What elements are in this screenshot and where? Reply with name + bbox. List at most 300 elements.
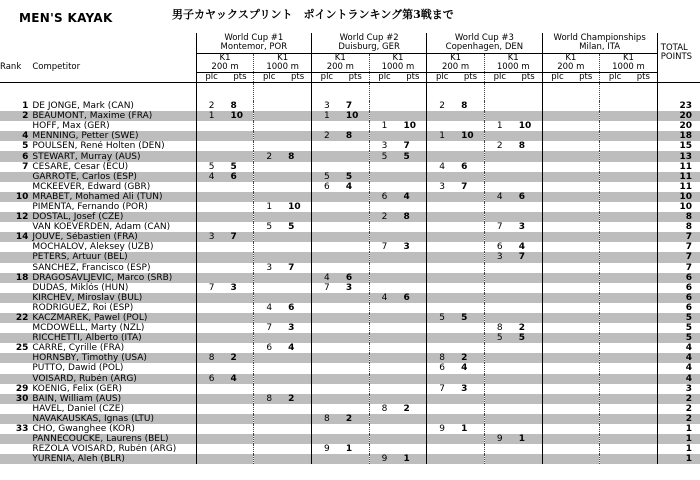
points-cell — [227, 242, 254, 252]
points-cell — [572, 363, 599, 373]
points-cell — [399, 434, 426, 444]
place-cell — [311, 141, 341, 151]
spacer-cell — [254, 83, 284, 102]
place-cell — [196, 434, 226, 444]
place-cell — [484, 454, 514, 464]
place-cell: 4 — [427, 162, 457, 172]
spacer-cell — [399, 83, 426, 102]
competitor-cell: MCKEEVER, Edward (GBR) — [32, 181, 151, 192]
points-cell — [515, 414, 542, 424]
place-cell — [600, 384, 630, 394]
table-row — [0, 283, 700, 293]
points-cell — [457, 323, 484, 333]
points-cell — [630, 212, 657, 222]
points-cell — [227, 202, 254, 212]
place-cell — [542, 162, 572, 172]
place-cell — [196, 273, 226, 283]
points-cell — [284, 424, 311, 434]
competitor-cell: VAN KOEVERDEN, Adam (CAN) — [32, 222, 171, 233]
place-cell — [254, 242, 284, 252]
points-cell — [630, 141, 657, 151]
place-cell — [542, 313, 572, 323]
rank-cell — [0, 363, 32, 373]
points-cell — [227, 384, 254, 394]
pts-header: pts — [630, 73, 657, 83]
place-cell: 8 — [254, 394, 284, 404]
rank-cell — [0, 434, 32, 444]
place-cell — [600, 273, 630, 283]
points-cell — [630, 192, 657, 202]
points-cell — [630, 424, 657, 434]
points-cell: 5 — [399, 151, 426, 161]
points-cell — [515, 384, 542, 394]
rank-cell — [0, 374, 32, 384]
place-cell: 4 — [311, 273, 341, 283]
rank-cell — [0, 182, 32, 192]
total-points-header: TOTAL POINTS — [657, 33, 700, 73]
points-cell — [227, 414, 254, 424]
place-cell: 6 — [254, 343, 284, 353]
event-header-3: World Cup #3 Copenhagen, DEN — [427, 33, 542, 54]
total-cell: 7 — [657, 242, 700, 252]
total-cell: 4 — [657, 374, 700, 384]
points-cell: 3 — [230, 282, 237, 293]
points-cell — [457, 394, 484, 404]
points-cell — [457, 232, 484, 242]
competitor-cell: CHO, Gwanghee (KOR) — [32, 424, 135, 435]
total-cell: 2 — [657, 414, 700, 424]
place-cell — [196, 252, 226, 262]
points-cell — [515, 404, 542, 414]
points-cell — [572, 303, 599, 313]
place-cell — [254, 232, 284, 242]
points-cell — [457, 273, 484, 283]
place-cell: 5 — [484, 333, 514, 343]
total-cell: 13 — [657, 151, 700, 161]
place-cell — [369, 353, 399, 363]
points-cell — [227, 444, 254, 454]
points-cell: 10 — [457, 131, 484, 141]
place-cell: 8 — [369, 404, 399, 414]
table-row — [0, 162, 700, 172]
competitor-header-spacer — [32, 33, 196, 54]
place-cell — [369, 303, 399, 313]
place-cell — [600, 202, 630, 212]
points-cell — [457, 283, 484, 293]
place-cell — [484, 151, 514, 161]
place-cell: 8 — [196, 353, 226, 363]
points-cell — [515, 182, 542, 192]
rank-cell: 30 — [0, 394, 32, 404]
points-cell: 5 — [230, 161, 237, 172]
rank-cell: 5 — [22, 141, 29, 152]
place-cell: 4 — [254, 303, 284, 313]
competitor-cell: VOISARD, Rubén (ARG) — [32, 374, 196, 384]
points-cell — [515, 424, 542, 434]
competitor-cell: DRAGOSAVLJEVIC, Marco (SRB) — [32, 273, 196, 283]
place-cell — [254, 131, 284, 141]
place-cell — [484, 404, 514, 414]
place-cell: 7 — [369, 242, 399, 252]
points-cell — [227, 313, 254, 323]
place-cell — [600, 212, 630, 222]
points-cell — [572, 313, 599, 323]
place-cell — [196, 333, 226, 343]
place-cell — [542, 172, 572, 182]
place-cell: 9 — [369, 454, 399, 464]
rank-cell — [0, 454, 32, 464]
place-cell: 1 — [369, 121, 399, 131]
points-cell — [342, 374, 369, 384]
points-cell: 10 — [342, 111, 369, 121]
points-cell — [457, 192, 484, 202]
rank-cell: 18 — [0, 273, 32, 283]
points-cell — [284, 141, 311, 151]
points-cell — [630, 172, 657, 182]
total-cell: 2 — [657, 394, 700, 404]
total-cell: 10 — [657, 202, 700, 212]
competitor-cell: SANCHEZ, Francisco (ESP) — [32, 262, 151, 273]
points-cell — [515, 273, 542, 283]
points-cell — [515, 444, 542, 454]
points-cell — [515, 353, 542, 363]
rank-cell — [0, 252, 32, 262]
rank-cell: 2 — [0, 111, 32, 121]
points-cell — [399, 384, 426, 394]
points-cell — [457, 434, 484, 444]
competitor-cell: KIRCHEV, Miroslav (BUL) — [32, 293, 196, 303]
points-cell — [630, 404, 657, 414]
place-cell — [484, 182, 514, 192]
points-cell — [227, 212, 254, 222]
points-cell — [457, 222, 484, 232]
place-cell — [484, 263, 514, 273]
place-cell — [427, 242, 457, 252]
place-cell — [311, 313, 341, 323]
plc-header: plc — [196, 73, 226, 83]
place-cell — [542, 303, 572, 313]
place-cell — [484, 232, 514, 242]
points-cell — [399, 394, 426, 404]
points-cell — [342, 434, 369, 444]
points-cell — [399, 182, 426, 192]
total-cell: 2 — [657, 404, 700, 414]
place-cell — [484, 303, 514, 313]
place-cell — [600, 394, 630, 404]
points-cell: 4 — [345, 181, 353, 192]
rank-cell: 6 — [0, 151, 32, 161]
table-row — [0, 111, 700, 121]
place-cell — [254, 374, 284, 384]
place-cell — [484, 363, 514, 373]
table-row — [0, 151, 700, 161]
place-cell — [484, 212, 514, 222]
place-cell: 7 — [484, 222, 514, 232]
points-cell — [572, 263, 599, 273]
table-row — [0, 414, 700, 424]
place-cell — [542, 252, 572, 262]
total-cell: 5 — [657, 323, 700, 333]
points-cell — [342, 212, 369, 222]
points-cell — [284, 353, 311, 363]
points-cell — [457, 212, 484, 222]
place-cell — [484, 162, 514, 172]
event-header-4: World Championships Milan, ITA — [542, 33, 657, 54]
points-cell — [399, 343, 426, 353]
plc-header: plc — [427, 73, 457, 83]
points-cell — [227, 333, 254, 343]
total-cell: 1 — [657, 424, 700, 434]
points-cell — [630, 414, 657, 424]
place-cell — [427, 222, 457, 232]
points-cell — [399, 374, 426, 384]
points-cell — [572, 162, 599, 172]
table-row — [0, 263, 700, 273]
points-cell — [284, 414, 311, 424]
pts-header: pts — [284, 73, 311, 83]
spacer-cell — [657, 83, 700, 102]
place-cell — [369, 384, 399, 394]
pts-header: pts — [515, 73, 542, 83]
points-cell — [515, 151, 542, 161]
points-cell — [457, 293, 484, 303]
place-cell — [600, 162, 630, 172]
place-cell — [427, 192, 457, 202]
place-cell — [600, 222, 630, 232]
points-cell — [284, 374, 311, 384]
points-cell — [227, 273, 254, 283]
points-cell — [457, 343, 484, 353]
points-cell: 2 — [518, 323, 525, 334]
place-cell — [311, 353, 341, 363]
points-cell — [572, 283, 599, 293]
place-cell — [196, 222, 226, 232]
place-cell — [427, 303, 457, 313]
points-cell — [399, 424, 426, 434]
place-cell — [542, 434, 572, 444]
place-cell — [542, 141, 572, 151]
place-cell — [311, 394, 341, 404]
points-cell — [630, 111, 657, 121]
place-cell: 8 — [484, 323, 514, 333]
points-cell — [515, 162, 542, 172]
competitor-cell: RODRIGUEZ, Roi (ESP) — [32, 302, 134, 313]
points-cell — [284, 313, 311, 323]
place-cell: 1 — [484, 121, 514, 131]
points-cell — [572, 212, 599, 222]
place-cell — [427, 454, 457, 464]
place-cell — [427, 232, 457, 242]
place-cell — [254, 444, 284, 454]
total-cell: 8 — [657, 212, 700, 222]
competitor-cell: KACZMAREK, Pawel (POL) — [32, 313, 196, 323]
points-cell — [630, 252, 657, 262]
points-cell — [284, 162, 311, 172]
place-cell — [600, 454, 630, 464]
place-cell — [484, 283, 514, 293]
rank-cell — [0, 202, 32, 212]
points-cell — [227, 323, 254, 333]
place-cell — [600, 182, 630, 192]
place-cell — [542, 293, 572, 303]
table-row — [0, 232, 700, 242]
points-cell — [227, 131, 254, 141]
place-cell: 9 — [311, 444, 341, 454]
spacer-cell — [0, 83, 32, 102]
points-cell — [342, 192, 369, 202]
points-cell — [342, 232, 369, 242]
points-cell: 3 — [288, 323, 295, 334]
place-cell — [311, 192, 341, 202]
place-cell — [311, 222, 341, 232]
competitor-cell: MOCHALOV, Aleksey (UZB) — [32, 242, 154, 253]
place-cell — [254, 333, 284, 343]
rank-cell: 1 — [22, 101, 29, 112]
plc-header: plc — [254, 73, 284, 83]
place-cell — [369, 162, 399, 172]
pts-header: pts — [342, 73, 369, 83]
place-cell — [600, 374, 630, 384]
points-cell — [572, 252, 599, 262]
table-row — [0, 384, 700, 394]
place-cell: 5 — [311, 172, 341, 182]
points-cell — [457, 454, 484, 464]
points-cell — [630, 182, 657, 192]
place-cell: 1 — [254, 202, 284, 212]
place-cell — [427, 172, 457, 182]
table-row — [0, 424, 700, 434]
place-cell — [254, 384, 284, 394]
page-title: MEN'S KAYAK — [19, 11, 113, 25]
place-cell: 3 — [196, 232, 226, 242]
points-cell: 7 — [403, 141, 410, 152]
place-cell — [542, 384, 572, 394]
place-cell — [484, 293, 514, 303]
place-cell — [542, 131, 572, 141]
points-cell: 8 — [399, 212, 426, 222]
points-cell — [572, 242, 599, 252]
place-cell — [369, 202, 399, 212]
place-cell — [542, 202, 572, 212]
place-cell — [484, 444, 514, 454]
competitor-cell: PIMENTA, Fernando (POR) — [32, 201, 148, 212]
k1-200-header-2: K1 200 m — [311, 54, 369, 73]
place-cell — [542, 374, 572, 384]
place-cell — [600, 343, 630, 353]
place-cell — [427, 343, 457, 353]
table-row — [0, 343, 700, 353]
table-row — [0, 434, 700, 444]
spacer-cell — [600, 83, 630, 102]
place-cell — [196, 141, 226, 151]
place-cell: 8 — [427, 353, 457, 363]
place-cell — [311, 404, 341, 414]
points-cell — [227, 222, 254, 232]
place-cell — [484, 202, 514, 212]
place-cell — [254, 404, 284, 414]
points-cell — [630, 121, 657, 131]
competitor-cell: MCDOWELL, Marty (NZL) — [32, 323, 145, 334]
points-cell: 6 — [342, 273, 369, 283]
points-cell — [342, 384, 369, 394]
competitor-cell: DUDAS, Miklós (HUN) — [32, 282, 129, 293]
points-cell — [515, 232, 542, 242]
table-row — [0, 273, 700, 283]
total-cell: 20 — [657, 111, 700, 121]
rank-cell: 25 — [15, 343, 29, 354]
points-cell — [630, 444, 657, 454]
points-cell — [457, 141, 484, 151]
table-row — [0, 454, 700, 464]
spacer-cell — [284, 83, 311, 102]
points-cell — [399, 414, 426, 424]
rank-cell: 12 — [0, 212, 32, 222]
points-cell — [457, 404, 484, 414]
place-cell — [369, 414, 399, 424]
points-cell — [342, 323, 369, 333]
table-row — [0, 131, 700, 141]
points-cell — [284, 283, 311, 293]
points-cell — [515, 363, 542, 373]
place-cell — [484, 313, 514, 323]
place-cell — [196, 202, 226, 212]
place-cell — [427, 394, 457, 404]
place-cell — [542, 353, 572, 363]
points-cell: 10 — [227, 111, 254, 121]
place-cell — [600, 323, 630, 333]
place-cell: 2 — [427, 101, 457, 111]
points-cell — [284, 131, 311, 141]
points-cell: 4 — [227, 374, 254, 384]
points-cell — [399, 353, 426, 363]
place-cell — [427, 434, 457, 444]
place-cell — [600, 333, 630, 343]
place-cell — [311, 232, 341, 242]
rank-cell: 10 — [0, 192, 32, 202]
points-cell — [457, 151, 484, 161]
points-cell — [342, 141, 369, 151]
points-cell — [572, 202, 599, 212]
place-cell — [369, 283, 399, 293]
points-cell — [457, 414, 484, 424]
place-cell — [542, 404, 572, 414]
total-cell: 11 — [657, 182, 700, 192]
place-cell — [542, 394, 572, 404]
points-cell: 7 — [345, 101, 353, 112]
points-cell — [457, 263, 484, 273]
pts-header: pts — [227, 73, 254, 83]
place-cell — [542, 212, 572, 222]
rank-cell — [0, 293, 32, 303]
points-cell — [630, 434, 657, 444]
competitor-cell: DE JONGE, Mark (CAN) — [32, 101, 134, 112]
place-cell — [311, 162, 341, 172]
points-cell — [572, 384, 599, 394]
points-cell — [342, 242, 369, 252]
plc-header: plc — [369, 73, 399, 83]
place-cell — [254, 101, 284, 111]
points-cell: 4 — [518, 242, 525, 253]
place-cell — [542, 101, 572, 111]
place-cell — [542, 454, 572, 464]
place-cell — [427, 374, 457, 384]
points-cell — [457, 252, 484, 262]
points-cell: 3 — [403, 242, 410, 253]
place-cell — [600, 283, 630, 293]
table-row — [0, 293, 700, 303]
points-cell — [630, 273, 657, 283]
points-cell — [572, 293, 599, 303]
